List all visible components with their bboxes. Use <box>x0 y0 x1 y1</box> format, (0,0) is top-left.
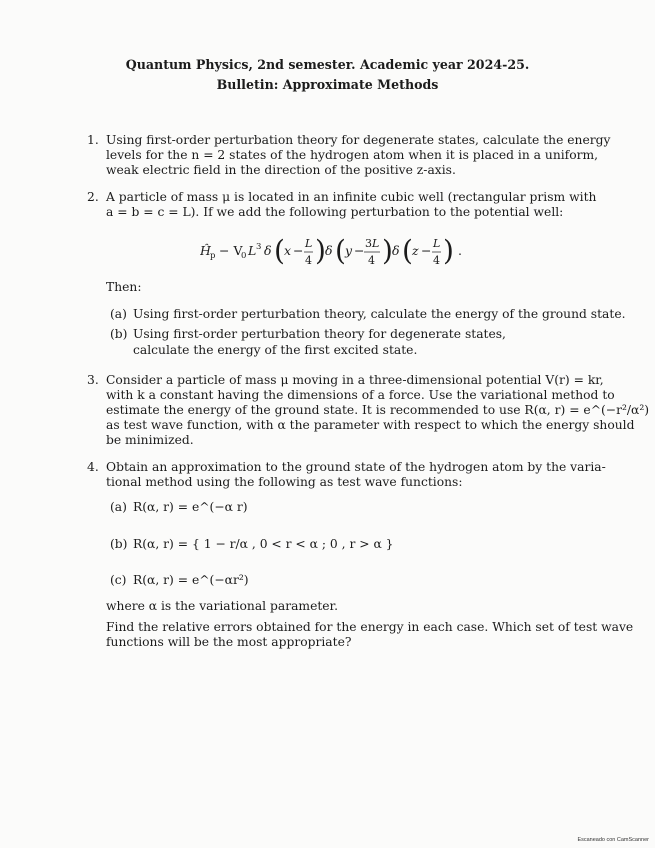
problem-4-closing-2: functions will be the most appropriate? <box>106 635 352 649</box>
svg-text:): ) <box>443 234 454 267</box>
svg-text:−: − <box>421 243 432 258</box>
page-title: Quantum Physics, 2nd semester. Academic year 2024-25. <box>125 57 530 72</box>
problem-1-line-3: weak electric field in the direction of the positive z-axis. <box>106 163 456 177</box>
problem-4c-label: (c) <box>110 573 127 587</box>
problem-2a-text: Using first-order perturbation theory, calculate the energy of the ground state. <box>133 307 626 321</box>
problem-3-line-1: Consider a particle of mass μ moving in a three-dimensional potential V(r) = kr, <box>106 373 604 387</box>
svg-text:4: 4 <box>305 254 312 267</box>
svg-text:Ĥ: Ĥ <box>200 243 211 258</box>
problem-4b-label: (b) <box>110 537 128 551</box>
problem-4a-text: R(α, r) = e^(−α r) <box>133 500 248 514</box>
problem-2-line-1: A particle of mass μ is located in an infinite cubic well (rectangular prism with <box>106 190 597 204</box>
problem-2-line-2: a = b = c = L). If we add the following perturbation to the potential well: <box>106 205 564 219</box>
scanner-watermark: Escaneado con CamScanner <box>577 837 649 843</box>
svg-text:p: p <box>210 251 216 261</box>
svg-text:− V: − V <box>219 243 243 258</box>
svg-text:−: − <box>293 243 304 258</box>
problem-4b-text: R(α, r) = { 1 − r/α , 0 < r < α ; 0 , r > α } <box>133 537 394 551</box>
svg-text:(: ( <box>335 234 346 267</box>
problem-3-line-2: with k a constant having the dimensions of a force. Use the variational method to <box>106 388 615 402</box>
problem-2-number: 2. <box>87 190 99 204</box>
problem-3-line-3: estimate the energy of the ground state. It is recommended to use R(α, r) = e^(−r²/α²) <box>106 403 650 417</box>
svg-text:3L: 3L <box>365 237 380 250</box>
problem-4-line-2: tional method using the following as test wave functions: <box>106 475 463 489</box>
svg-text:3: 3 <box>256 242 262 252</box>
perturbation-equation <box>200 233 480 273</box>
svg-text:z: z <box>412 243 419 258</box>
problem-4-where: where α is the variational parameter. <box>106 599 338 613</box>
svg-text:δ: δ <box>325 243 333 258</box>
problem-1-line-1: Using first-order perturbation theory for degenerate states, calculate the energy <box>106 133 611 147</box>
svg-text:): ) <box>315 234 326 267</box>
svg-text:δ: δ <box>264 243 272 258</box>
problem-4-number: 4. <box>87 460 99 474</box>
problem-2-then: Then: <box>106 280 142 294</box>
problem-4c-text: R(α, r) = e^(−αr²) <box>133 573 249 587</box>
svg-text:4: 4 <box>433 254 440 267</box>
problem-2a-label: (a) <box>110 307 127 321</box>
svg-text:δ: δ <box>392 243 400 258</box>
svg-text:.: . <box>458 243 462 258</box>
svg-text:(: ( <box>274 234 285 267</box>
page-subtitle: Bulletin: Approximate Methods <box>216 77 439 92</box>
svg-text:−: − <box>354 243 365 258</box>
svg-text:(: ( <box>402 234 413 267</box>
svg-text:4: 4 <box>368 254 375 267</box>
svg-text:L: L <box>433 237 441 250</box>
problem-4a-label: (a) <box>110 500 127 514</box>
problem-3-line-4: as test wave function, with α the parameter with respect to which the energy should <box>106 418 635 432</box>
problem-1-line-2: levels for the n = 2 states of the hydrogen atom when it is placed in a uniform, <box>106 148 599 162</box>
problem-3-number: 3. <box>87 373 99 387</box>
svg-text:L: L <box>305 237 313 250</box>
svg-text:y: y <box>345 243 353 258</box>
perturbation-equation-graphic <box>200 233 480 273</box>
problem-3-line-5: be minimized. <box>106 433 194 447</box>
svg-text:): ) <box>382 234 393 267</box>
svg-text:0: 0 <box>241 251 247 261</box>
problem-1-number: 1. <box>87 133 99 147</box>
problem-4-line-1: Obtain an approximation to the ground state of the hydrogen atom by the varia- <box>106 460 606 474</box>
problem-4-closing-1: Find the relative errors obtained for the energy in each case. Which set of test wave <box>106 620 634 634</box>
svg-text:L: L <box>248 243 257 258</box>
svg-text:x: x <box>284 243 292 258</box>
problem-2b-label: (b) <box>110 327 128 341</box>
problem-2b-text: Using first-order perturbation theory for degenerate states, calculate the energy of the first excited state. <box>133 327 506 357</box>
